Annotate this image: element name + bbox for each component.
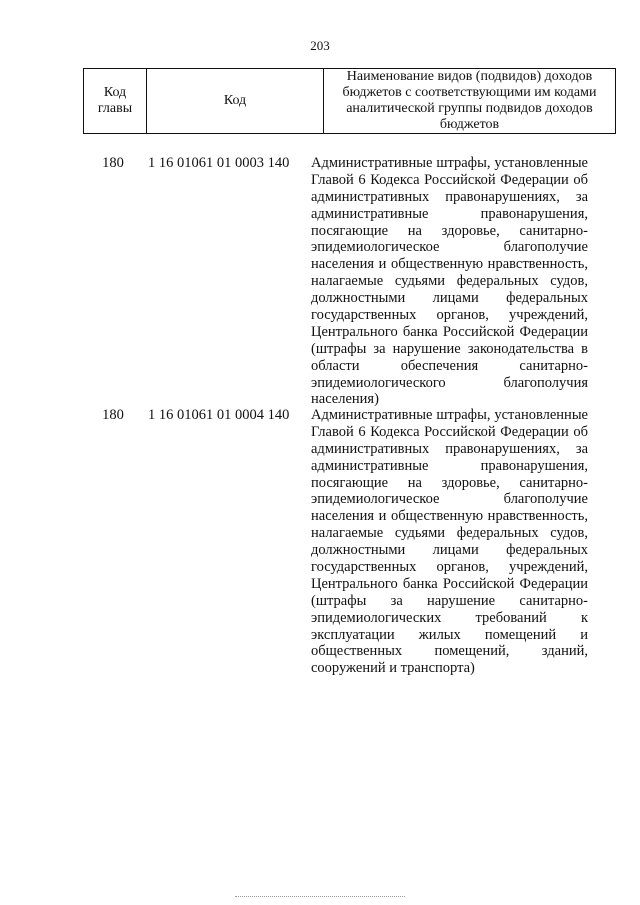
header-chapter-code: Код главы: [84, 69, 147, 134]
header-code: Код: [147, 69, 324, 134]
description-line: посягающие на здоровье, санитарно-: [311, 222, 588, 239]
header-name: Наименование видов (подвидов) доходов бюджетов с соответствующими им кодами аналитической группы подвидов доходов бюджетов: [324, 69, 616, 134]
row-code: 1 16 01061 01 0004 140: [148, 407, 290, 423]
description-line: налагаемые судьями федеральных судов,: [311, 525, 588, 542]
row-code: 1 16 01061 01 0003 140: [148, 155, 290, 171]
description-line: административных правонарушениях, за: [311, 440, 588, 457]
description-line: эксплуатации жилых помещений и: [311, 626, 588, 643]
row-description: [311, 155, 588, 408]
description-line: населения и общественную нравственность,: [311, 508, 588, 525]
description-line: Центрального банка Российской Федерации: [311, 575, 588, 592]
description-line: должностными лицами федеральных: [311, 542, 588, 559]
description-line: государственных органов, учреждений,: [311, 559, 588, 576]
description-line: общественных помещений, зданий,: [311, 643, 588, 660]
description-line: населения): [311, 391, 379, 408]
description-line: области обеспечения санитарно-: [311, 357, 588, 374]
description-line: государственных органов, учреждений,: [311, 307, 588, 324]
description-line: Административные штрафы, установленные: [311, 407, 588, 423]
row-chapter-code: 180: [102, 155, 124, 171]
description-line: населения и общественную нравственность,: [311, 256, 588, 273]
description-line: налагаемые судьями федеральных судов,: [311, 273, 588, 290]
description-line: (штрафы за нарушение законодательства в: [311, 340, 588, 357]
description-line: эпидемиологического благополучия: [311, 374, 588, 391]
description-line: должностными лицами федеральных: [311, 290, 588, 307]
description-line: посягающие на здоровье, санитарно-: [311, 474, 588, 491]
bottom-rule: [235, 896, 405, 897]
row-chapter-code: 180: [102, 407, 124, 423]
description-line: административные правонарушения,: [311, 457, 588, 474]
description-line: Центрального банка Российской Федерации: [311, 323, 588, 340]
description-line: сооружений и транспорта): [311, 660, 475, 677]
description-line: Главой 6 Кодекса Российской Федерации об: [311, 171, 588, 188]
page-number: 203: [310, 38, 330, 53]
description-line: административных правонарушениях, за: [311, 188, 588, 205]
description-line: эпидемиологическое благополучие: [311, 491, 588, 508]
description-line: (штрафы за нарушение санитарно-: [311, 592, 588, 609]
description-line: эпидемиологических требований к: [311, 609, 588, 626]
description-line: административные правонарушения,: [311, 205, 588, 222]
description-line: Административные штрафы, установленные: [311, 155, 588, 171]
table-header: [83, 68, 616, 134]
description-line: эпидемиологическое благополучие: [311, 239, 588, 256]
row-description: [311, 407, 588, 677]
description-line: Главой 6 Кодекса Российской Федерации об: [311, 423, 588, 440]
